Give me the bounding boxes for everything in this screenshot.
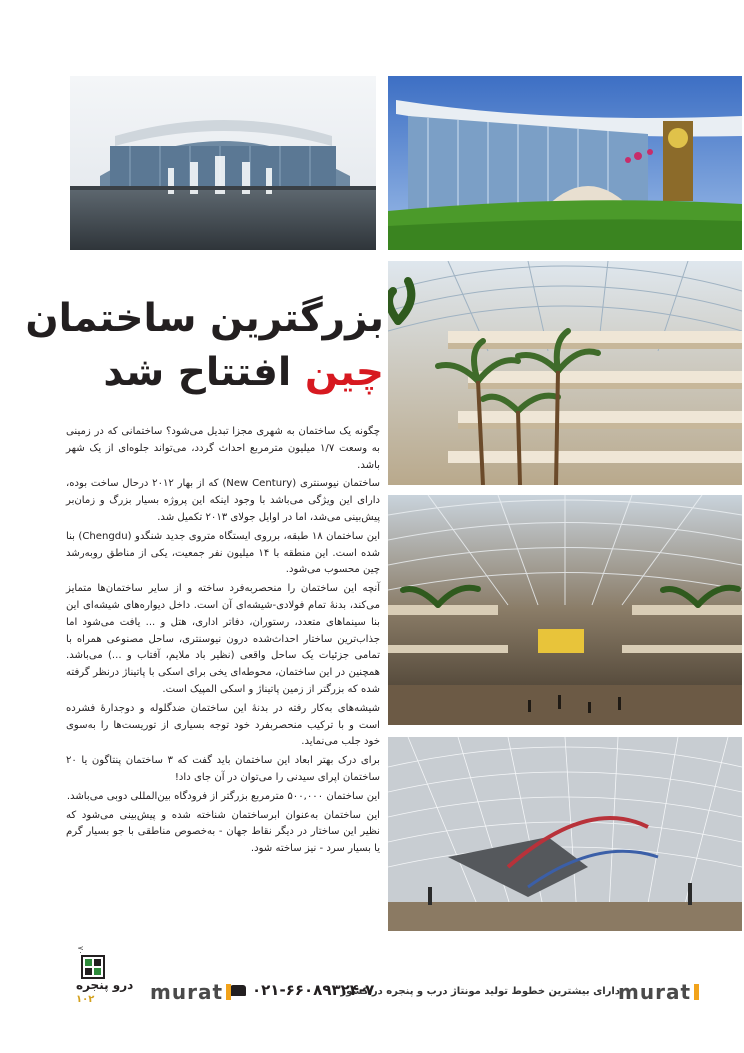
- photo-construction: [388, 737, 742, 931]
- article-paragraph: ساختمان نیوسنتری (New Century) که از بهار ۲۰۱۲ درحال ساخت بوده، دارای این ویژگی می‌باشد با وجود اینکه این پروژه بسیار بزرگ و زمان‌بر پیش‌بینی می‌شد، اما در اوایل جولای ۲۰۱۳ تکمیل شد.: [66, 478, 380, 523]
- magazine-name: درو پنجره: [76, 978, 134, 992]
- article-paragraph: برای درک بهتر ابعاد این ساختمان باید گفت که ۳ ساختمان پنتاگون یا ۲۰ ساختمان اپرای سیدنی را می‌توان در آن جای داد!: [66, 755, 380, 783]
- article-paragraph: این ساختمان ۵۰۰,۰۰۰ مترمربع بزرگتر از فرودگاه بین‌المللی دوبی می‌باشد.: [66, 790, 380, 802]
- article-paragraph: این ساختمان ۱۸ طبقه، برروی ایستگاه متروی جدید شنگدو (Chengdu) بنا شده است. این منطقه با ۱۴ میلیون نفر جمعیت، یکی از مناطق روبه‌رشد چین محسوب می‌شود.: [66, 530, 381, 576]
- article-paragraph: شیشه‌های به‌کار رفته در بدنۀ این ساختمان ضدگلوله و دوجدارۀ فشرده است و با ترکیب منحصربفرد خود توجه بسیاری از توریست‌ها را به‌سوی خود جلب می‌نماید.: [66, 702, 380, 748]
- photo-building-exterior: [388, 76, 742, 250]
- title-accent-word: چین: [304, 350, 384, 395]
- phone-icon: [230, 985, 246, 996]
- phone-number: [230, 981, 374, 999]
- brand-mark-icon: [226, 984, 231, 1000]
- brand-name-left: murat: [150, 980, 223, 1004]
- title-line-1: بزرگترین ساختمان: [25, 296, 384, 341]
- title-line-2-rest: افتتاح شد: [103, 350, 292, 395]
- issue-number: ۷۰: [76, 946, 85, 955]
- brand-mark-icon: [694, 984, 699, 1000]
- page-number: ۱۰۲: [76, 994, 95, 1005]
- photo-interior-palms: [388, 261, 742, 485]
- brand-logo-left: [150, 980, 231, 1004]
- brand-name-right: murat: [618, 980, 691, 1004]
- phone-number-text: ۰۲۱-۶۶۰۸۹۳۲۴-۷: [252, 981, 375, 999]
- article-title: [25, 292, 384, 400]
- page-footer: [0, 940, 744, 1020]
- company-tagline: دارای بیشترین خطوط تولید مونتاژ درب و پنجره در کشور: [340, 986, 620, 997]
- photo-building-fountain: [70, 76, 376, 250]
- article-paragraph: آنچه این ساختمان را منحصربه‌فرد ساخته و از سایر ساختمان‌ها متمایز می‌کند، بدنۀ تمام فولادی-شیشه‌ای آن است. داخل دیواره‌های شیشه‌ای این بنا سینماهای متعدد، رستوران، دفاتر اداری، هتل و ... یافت می‌شود اما جذاب‌ترین ساختار احداث‌شده درون نیوسنتری، ساحل مصنوعی همراه با تمامی جزئیات یک ساحل واقعی (نظیر باد ملایم، آفتاب و ...) می‌باشد. همچنین در این ساختمان، محوطه‌ای یخی برای اسکی با پاتیناژ درنظر گرفته شده که بزرگتر از زمین پاتیناژ و اسکی المپیک است.: [66, 583, 380, 695]
- article-paragraph: این ساختمان به‌عنوان ابرساختمان شناخته شده و پیش‌بینی می‌شود که نظیر این ساختار در دیگر نقاط جهان - به‌خصوص مناطقی با جو بسیار گرم یا بسیار سرد - نیز ساخته شود.: [66, 809, 380, 855]
- brand-logo-right: [618, 980, 699, 1004]
- article-paragraph: چگونه یک ساختمان به شهری مجزا تبدیل می‌شود؟ ساختمانی که در زمینی به وسعت ۱/۷ میلیون مترمربع احداث گردد، می‌تواند جلوه‌ای از یک شهر باشد.: [66, 426, 380, 471]
- title-line-2: [66, 346, 384, 400]
- photo-interior-atrium: [388, 495, 742, 725]
- article-body: [66, 424, 380, 860]
